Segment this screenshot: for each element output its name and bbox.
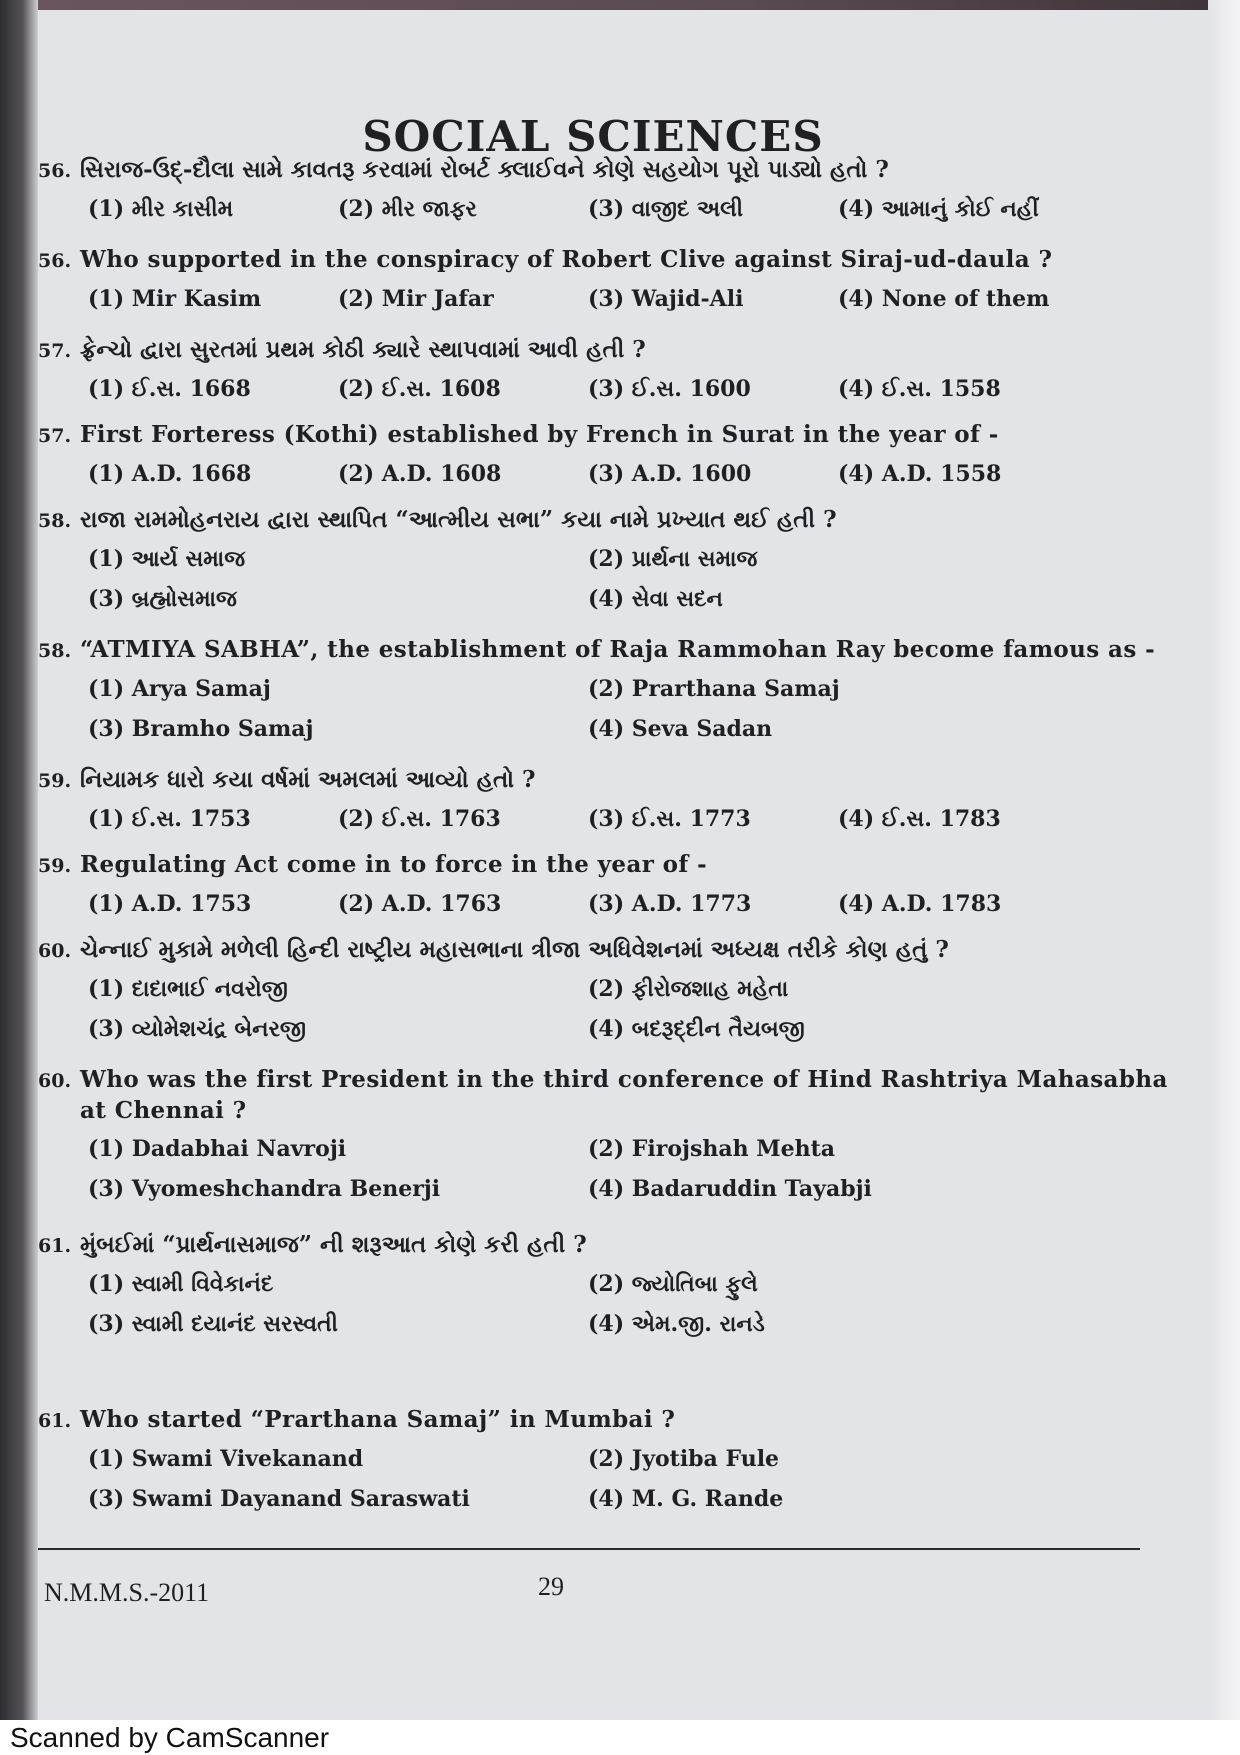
option-1: (1) A.D. 1668 [88, 461, 252, 487]
option-3: (3) Bramho Samaj [88, 716, 314, 742]
scanner-watermark: Scanned by CamScanner [10, 1722, 330, 1753]
question-60-en [38, 1065, 1178, 1204]
option-1: (1) ઈ.સ. 1668 [88, 376, 251, 402]
question-56-gu [38, 155, 1178, 224]
exam-page [38, 10, 1210, 1720]
option-3: (3) A.D. 1600 [588, 461, 752, 487]
option-4: (4) None of them [838, 286, 1050, 312]
question-text: મુંબઈમાં “પ્રાર્થનાસમાજ” ની શરૂઆત કોણે કરી હતી ? [80, 1231, 587, 1258]
option-4: (4) A.D. 1783 [838, 891, 1002, 917]
question-number: 56. [38, 160, 72, 182]
option-1: (1) ઈ.સ. 1753 [88, 806, 251, 832]
option-1: (1) Arya Samaj [88, 676, 271, 702]
question-number: 61. [38, 1410, 72, 1432]
option-2: (2) Jyotiba Fule [588, 1446, 780, 1472]
question-text: First Forteress (Kothi) established by French in Surat in the year of - [80, 421, 999, 448]
question-60-gu [38, 935, 1178, 1044]
option-4: (4) એમ.જી. રાનડે [588, 1311, 765, 1337]
page-title: SOCIAL SCIENCES [362, 112, 824, 161]
option-4: (4) Badaruddin Tayabji [588, 1176, 872, 1202]
question-57-gu [38, 335, 1178, 404]
option-2: (2) A.D. 1763 [338, 891, 502, 917]
book-binding-shadow [0, 0, 38, 1720]
question-text: Who started “Prarthana Samaj” in Mumbai ? [80, 1406, 676, 1433]
option-2: (2) પ્રાર્થના સમાજ [588, 546, 758, 572]
question-61-en [38, 1405, 1178, 1514]
scan-right-margin [1208, 0, 1240, 1720]
option-2: (2) જ્યોતિબા ફુલે [588, 1271, 758, 1297]
question-text: Who was the first President in the third conference of Hind Rashtriya Mahasabha [80, 1066, 1168, 1093]
option-3: (3) વાજીદ અલી [588, 196, 744, 222]
option-4: (4) આમાનું કોઈ નહીં [838, 196, 1039, 222]
option-2: (2) A.D. 1608 [338, 461, 502, 487]
option-4: (4) બદરૂદ્દીન તૈયબજી [588, 1016, 805, 1042]
question-57-en [38, 420, 1178, 489]
question-text: સિરાજ-ઉદ્-દૌલા સામે કાવતરૂ કરવામાં રોબર્ટ ક્લાઈવને કોણે સહયોગ પૂરો પાડ્યો હતો ? [80, 156, 889, 183]
options [88, 889, 1178, 919]
exam-code: N.M.M.S.-2011 [44, 1578, 210, 1607]
question-56-en [38, 245, 1178, 314]
option-1: (1) મીર કાસીમ [88, 196, 234, 222]
question-58-gu [38, 505, 1178, 614]
question-number: 57. [38, 425, 72, 447]
option-1: (1) Swami Vivekanand [88, 1446, 364, 1472]
option-1: (1) A.D. 1753 [88, 891, 252, 917]
option-3: (3) બ્રહ્મોસમાજ [88, 586, 237, 612]
options [88, 194, 1178, 224]
question-59-en [38, 850, 1178, 919]
question-text: “ATMIYA SABHA”, the establishment of Raja Rammohan Ray become famous as - [80, 636, 1156, 663]
question-text: રાજા રામમોહનરાય દ્વારા સ્થાપિત “આત્મીય સભા” કયા નામે પ્રખ્યાત થઈ હતી ? [80, 506, 837, 533]
option-3: (3) A.D. 1773 [588, 891, 752, 917]
options [88, 1269, 1178, 1339]
option-3: (3) Wajid-Ali [588, 286, 744, 312]
options [88, 374, 1178, 404]
question-59-gu [38, 765, 1178, 834]
option-3: (3) ઈ.સ. 1773 [588, 806, 751, 832]
question-text-continued: at Chennai ? [80, 1097, 247, 1124]
question-text: Who supported in the conspiracy of Robert Clive against Siraj-ud-daula ? [80, 246, 1053, 273]
option-4: (4) A.D. 1558 [838, 461, 1002, 487]
question-number: 57. [38, 340, 72, 362]
option-2: (2) ઈ.સ. 1763 [338, 806, 501, 832]
options [88, 284, 1178, 314]
option-4: (4) M. G. Rande [588, 1486, 784, 1512]
question-number: 59. [38, 770, 72, 792]
page-number: 29 [538, 1572, 564, 1601]
option-1: (1) સ્વામી વિવેકાનંદ [88, 1271, 274, 1297]
option-1: (1) Dadabhai Navroji [88, 1136, 347, 1162]
option-2: (2) Prarthana Samaj [588, 676, 840, 702]
footer-rule [38, 1548, 1140, 1550]
option-2: (2) Mir Jafar [338, 286, 494, 312]
option-4: (4) Seva Sadan [588, 716, 773, 742]
question-number: 60. [38, 1070, 72, 1092]
option-4: (4) ઈ.સ. 1558 [838, 376, 1001, 402]
option-1: (1) આર્ય સમાજ [88, 546, 246, 572]
option-3: (3) Swami Dayanand Saraswati [88, 1486, 470, 1512]
option-3: (3) ઈ.સ. 1600 [588, 376, 751, 402]
options [88, 974, 1178, 1044]
options [88, 804, 1178, 834]
option-2: (2) મીર જાફર [338, 196, 477, 222]
option-4: (4) સેવા સદન [588, 586, 723, 612]
option-3: (3) વ્યોમેશચંદ્ર બેનરજી [88, 1016, 307, 1042]
question-number: 61. [38, 1235, 72, 1257]
question-number: 60. [38, 940, 72, 962]
option-3: (3) સ્વામી દયાનંદ સરસ્વતી [88, 1311, 338, 1337]
question-text: નિયામક ધારો કયા વર્ષમાં અમલમાં આવ્યો હતો ? [80, 766, 536, 793]
question-number: 58. [38, 640, 72, 662]
option-4: (4) ઈ.સ. 1783 [838, 806, 1001, 832]
question-number: 56. [38, 250, 72, 272]
question-text: ચેન્નાઈ મુકામે મળેલી હિન્દી રાષ્ટ્રીય મહાસભાના ત્રીજા અધિવેશનમાં અધ્યક્ષ તરીકે કોણ હતું ? [80, 936, 949, 963]
options [88, 459, 1178, 489]
options [88, 1134, 1178, 1204]
options [88, 674, 1178, 744]
options [88, 1444, 1178, 1514]
question-number: 58. [38, 510, 72, 532]
option-2: (2) Firojshah Mehta [588, 1136, 836, 1162]
question-text: ફ્રેન્ચો દ્વારા સુરતમાં પ્રથમ કોઠી ક્યારે સ્થાપવામાં આવી હતી ? [80, 336, 646, 363]
options [88, 544, 1178, 614]
question-61-gu [38, 1230, 1178, 1339]
question-text: Regulating Act come in to force in the year of - [80, 851, 708, 878]
option-1: (1) Mir Kasim [88, 286, 262, 312]
question-58-en [38, 635, 1178, 744]
option-1: (1) દાદાભાઈ નવરોજી [88, 976, 288, 1002]
option-2: (2) ઈ.સ. 1608 [338, 376, 501, 402]
option-2: (2) ફીરોજશાહ મહેતા [588, 976, 789, 1002]
option-3: (3) Vyomeshchandra Benerji [88, 1176, 441, 1202]
question-number: 59. [38, 855, 72, 877]
